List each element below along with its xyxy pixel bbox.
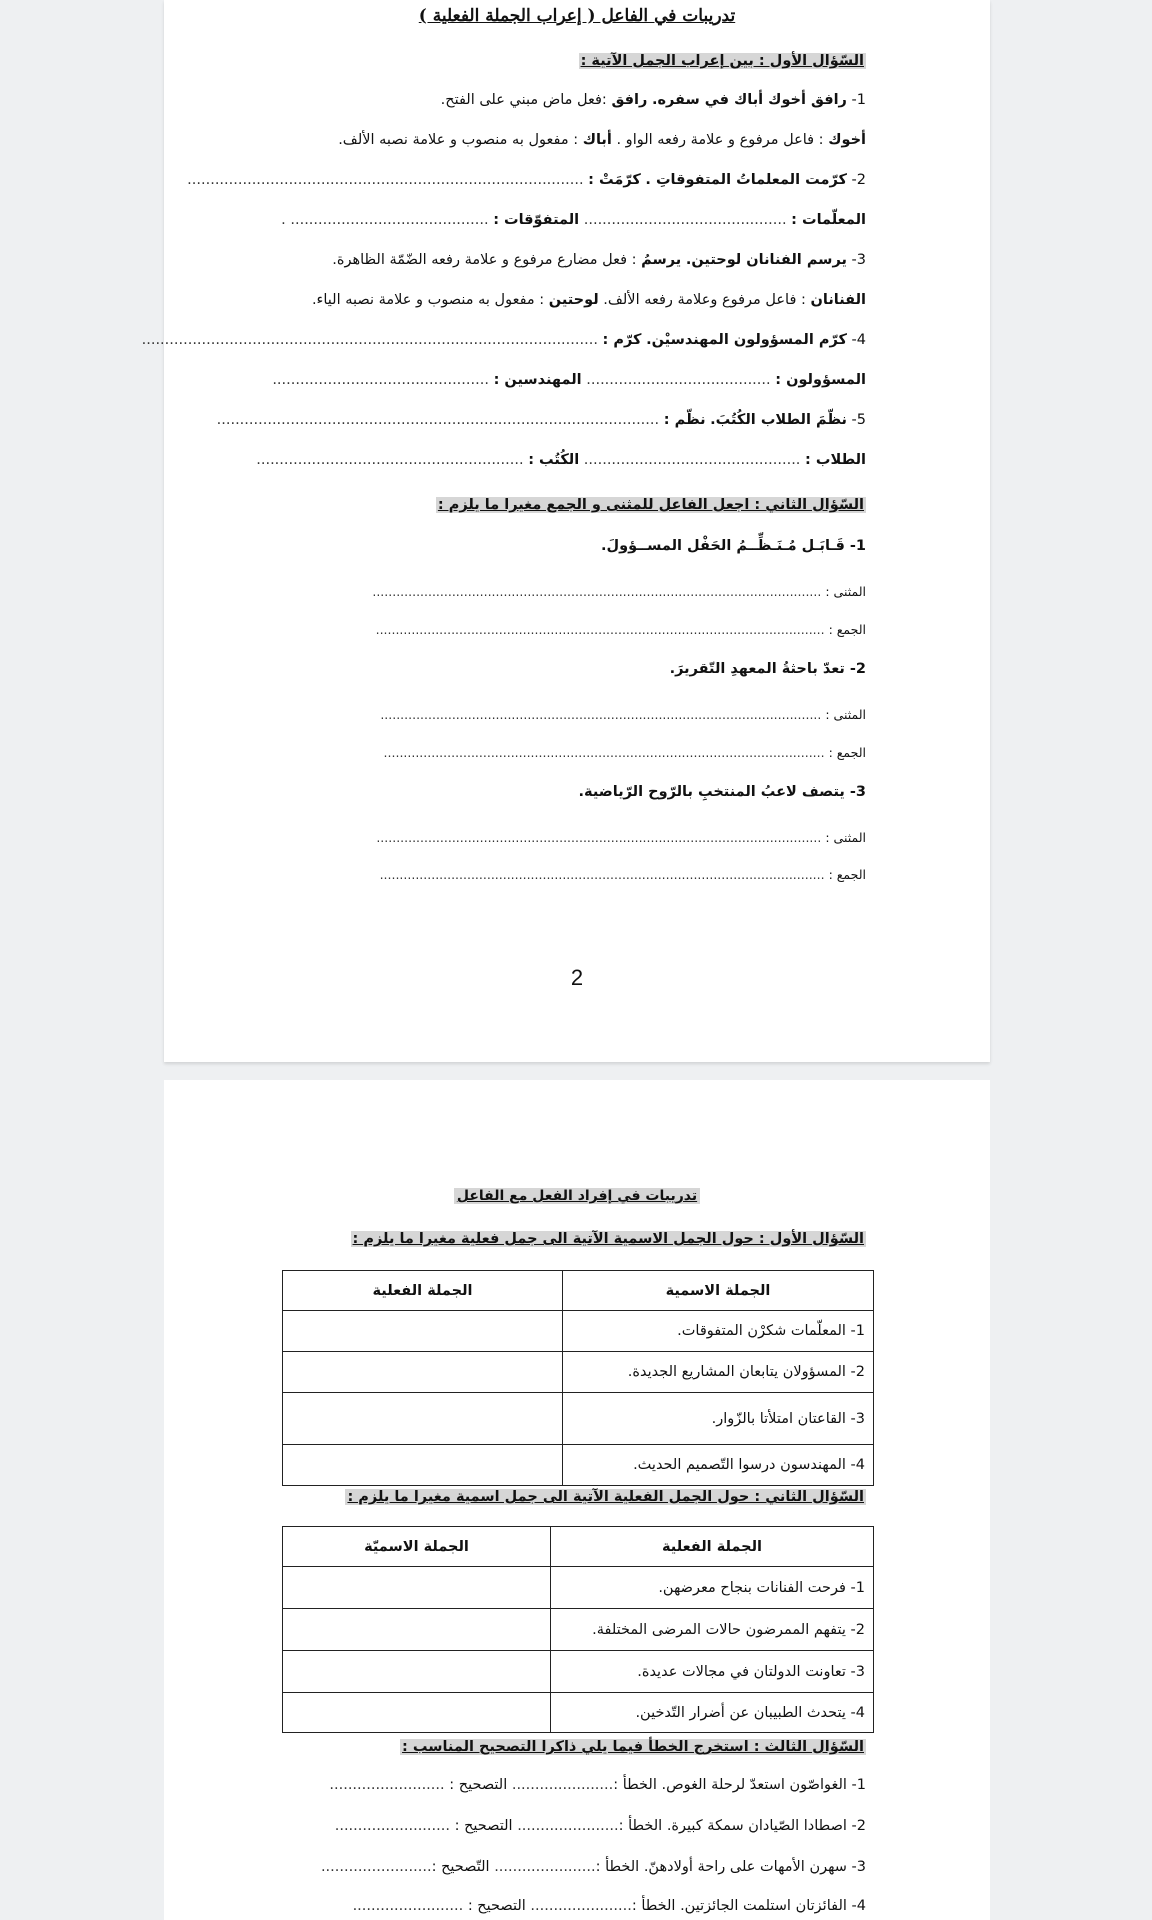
q2-dual-answer-1: المثنى : ................................................................................................................. — [372, 584, 866, 599]
q1-sentence-1: 1- رافق أخوك أباك في سفره. رافق :فعل ماض مبني على الفتح. — [440, 92, 866, 108]
table-row — [283, 1567, 874, 1609]
answer-cell[interactable] — [283, 1567, 551, 1609]
p2-question-2-heading: السّؤال الثاني : حول الجمل الفعلية الآتية الى جمل اسمية مغيرا ما يلزم : — [347, 1489, 864, 1505]
q2-dual-answer-3: المثنى : ................................................................................................................ — [376, 830, 866, 845]
table-row — [283, 1445, 874, 1486]
answer-cell[interactable] — [283, 1651, 551, 1693]
table-cell-sentence: 2- المسؤولان يتابعان المشاريع الجديدة. — [563, 1352, 874, 1393]
q2-sentence-1: 1- قَـابَـل مُـنَـظِّــمُ الحَفْل المســؤولَ. — [601, 538, 866, 554]
q1-sentence-2-answer: المعلّمات : ............................................ المتفوّقات : ........................................... . — [281, 212, 866, 228]
page-title: تدريبات في الفاعل ( إعراب الجملة الفعلية ) — [418, 6, 736, 26]
q1-sentence-2: 2- كرّمت المعلماتُ المتفوقاتِ . كرّمَتْ : ...................................................................................... — [187, 172, 866, 188]
col-header-nominal: الجملة الاسميّة — [283, 1527, 551, 1567]
document-page-2 — [164, 1080, 990, 1920]
answer-cell[interactable] — [283, 1445, 563, 1486]
answer-cell[interactable] — [283, 1352, 563, 1393]
table-row — [283, 1693, 874, 1733]
q1-sentence-1-answer: أخوك : فاعل مرفوع و علامة رفعه الواو . أباك : مفعول به منصوب و علامة نصبه الألف. — [338, 132, 866, 148]
table-row — [283, 1352, 874, 1393]
q2-plural-answer-2: الجمع : ............................................................................................................... — [383, 745, 866, 760]
table-row — [283, 1609, 874, 1651]
q3-item-4: 4- الفائزتان استلمت الجائزتين. الخطأ :...................... التصحيح : ........................ — [352, 1898, 866, 1914]
col-header-nominal: الجملة الاسمية — [563, 1271, 874, 1311]
table-cell-sentence: 1- فرحت الفنانات بنجاح معرضهن. — [551, 1567, 874, 1609]
answer-cell[interactable] — [283, 1693, 551, 1733]
q3-item-1: 1- الغواصّون استعدّ لرحلة الغوص. الخطأ :...................... التصحيح : ......................... — [329, 1777, 866, 1793]
q2-plural-answer-1: الجمع : ................................................................................................................. — [375, 622, 866, 637]
table-cell-sentence: 4- يتحدث الطبيبان عن أضرار التّدخين. — [551, 1693, 874, 1733]
p2-question-1-heading: السّؤال الأول : حول الجمل الاسمية الآتية الى جمل فعلية مغيرا ما يلزم : — [352, 1231, 864, 1247]
q1-sentence-4-answer: المسؤولون : ........................................ المهندسين : ............................................... — [272, 372, 866, 388]
answer-cell[interactable] — [283, 1311, 563, 1352]
table-row — [283, 1651, 874, 1693]
question-1-heading: السّؤال الأول : بين إعراب الجمل الآتية : — [580, 53, 864, 69]
table-cell-sentence: 3- تعاونت الدولتان في مجالات عديدة. — [551, 1651, 874, 1693]
table-row — [283, 1311, 874, 1352]
col-header-verbal: الجملة الفعلية — [283, 1271, 563, 1311]
q2-sentence-2: 2- تعدّ باحثةُ المعهدِ التّقريرَ. — [669, 661, 866, 677]
table-cell-sentence: 1- المعلّمات شكرْن المتفوقات. — [563, 1311, 874, 1352]
q2-plural-answer-3: الجمع : ................................................................................................................ — [379, 867, 866, 882]
answer-cell[interactable] — [283, 1609, 551, 1651]
p2-question-3-heading: السّؤال الثالث : استخرج الخطأ فيما يلي ذاكرا التصحيح المناسب : — [402, 1739, 864, 1755]
page-title-2: تدريبات في إفراد الفعل مع الفاعل — [164, 1188, 990, 1204]
q1-sentence-5: 5- نظّمَ الطلاب الكُتُبَ. نظّم : ................................................................................................ — [216, 412, 866, 428]
page-number: 2 — [570, 965, 584, 990]
q2-dual-answer-2: المثنى : ............................................................................................................... — [380, 707, 866, 722]
q3-item-2: 2- اصطادا الصّيادان سمكة كبيرة. الخطأ :...................... التصحيح : ......................... — [334, 1818, 866, 1834]
question-2-heading: السّؤال الثاني : اجعل الفاعل للمثنى و الجمع مغيرا ما يلزم : — [437, 497, 864, 513]
verbal-to-nominal-table — [282, 1526, 874, 1733]
q3-item-3: 3- سهرن الأمهات على راحة أولادهنّ. الخطأ :...................... التّصحيح :........................ — [320, 1859, 866, 1875]
q1-sentence-3: 3- يرسم الفنانان لوحتين. يرسمُ : فعل مضارع مرفوع و علامة رفعه الضّمّة الظاهرة. — [332, 252, 866, 268]
document-page-1 — [141, 0, 990, 1062]
q1-sentence-5-answer: الطلاب : ............................................... الكُتُب : .......................................................... — [256, 452, 866, 468]
q1-sentence-3-answer: الفنانان : فاعل مرفوع وعلامة رفعه الألف. لوحتين : مفعول به منصوب و علامة نصبه الياء. — [311, 292, 866, 308]
q1-sentence-4: 4- كرّم المسؤولون المهندسيْن. كرّم : ................................................................................................... — [141, 332, 866, 348]
table-row — [283, 1393, 874, 1445]
nominal-to-verbal-table — [282, 1270, 874, 1486]
table-cell-sentence: 2- يتفهم الممرضون حالات المرضى المختلفة. — [551, 1609, 874, 1651]
table-cell-sentence: 4- المهندسون درسوا التّصميم الحديث. — [563, 1445, 874, 1486]
answer-cell[interactable] — [283, 1393, 563, 1445]
col-header-verbal: الجملة الفعلية — [551, 1527, 874, 1567]
table-cell-sentence: 3- القاعتان امتلأتا بالزّوار. — [563, 1393, 874, 1445]
q2-sentence-3: 3- يتصف لاعبُ المنتخبِ بالرّوح الرّياضية. — [578, 784, 866, 800]
